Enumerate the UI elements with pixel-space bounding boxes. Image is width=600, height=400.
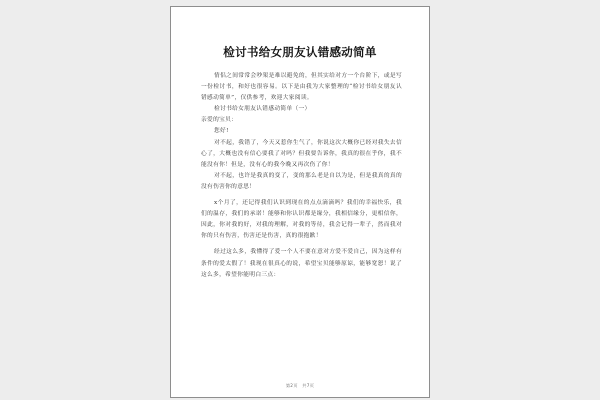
- paragraph-apology-2: 对不起，也许是我真的变了，变的那么老是自以为是，但是我真的真的没有伤害你的意思！: [201, 172, 402, 190]
- paragraph-intro: 情侣之间常常会吵架是难以避免的，但其实给对方一个台阶下，或是写一份检讨书，和好也很容易。以下是由我为大家整理的“检讨书给女朋友认错感动简单”，仅供参考，欢迎大家阅读。: [201, 73, 402, 102]
- paragraph-section-heading: 检讨书给女朋友认错感动简单（一）: [214, 106, 311, 113]
- document-title: 检讨书给女朋友认错感动简单: [223, 45, 377, 59]
- document-page: [170, 6, 430, 398]
- page-number-footer: 第2页 共7页: [285, 383, 315, 388]
- document-body: [201, 71, 402, 281]
- paragraph-greeting: 您好!: [214, 128, 229, 135]
- paragraph-apology-1: 对不起，我错了，今天又惹你生气了，你说这次大概你已经对我失去信心了，大概也没有信心要我了对吗？但我要告诉你，我真的很在乎你，我不能没有你！但是，没有心的我今晚又再次伤了你！: [201, 139, 402, 168]
- paragraph-salutation: 亲爱的宝贝：: [201, 117, 238, 124]
- paragraph-reflection: 经过这么多，我懂得了爱一个人不要在意对方爱不爱自己，因为这样有条件的爱太假了！我现在很真心的说，希望宝贝能够原谅，能够宽恕！说了这么多，希望你能明白三点：: [201, 249, 402, 278]
- paragraph-memories: x个月了，还记得我们认识到现在的点点滴滴吗？我们的幸福快乐，我们的温存，我们的承诺！能够和你认识都是缘分，我相信缘分，更相信你，因此，你对我的好，对我的理解，对我的等待，我会记得一辈子，然而我对你的只有伤害，伤害还是伤害，真的很抱歉！: [201, 200, 402, 240]
